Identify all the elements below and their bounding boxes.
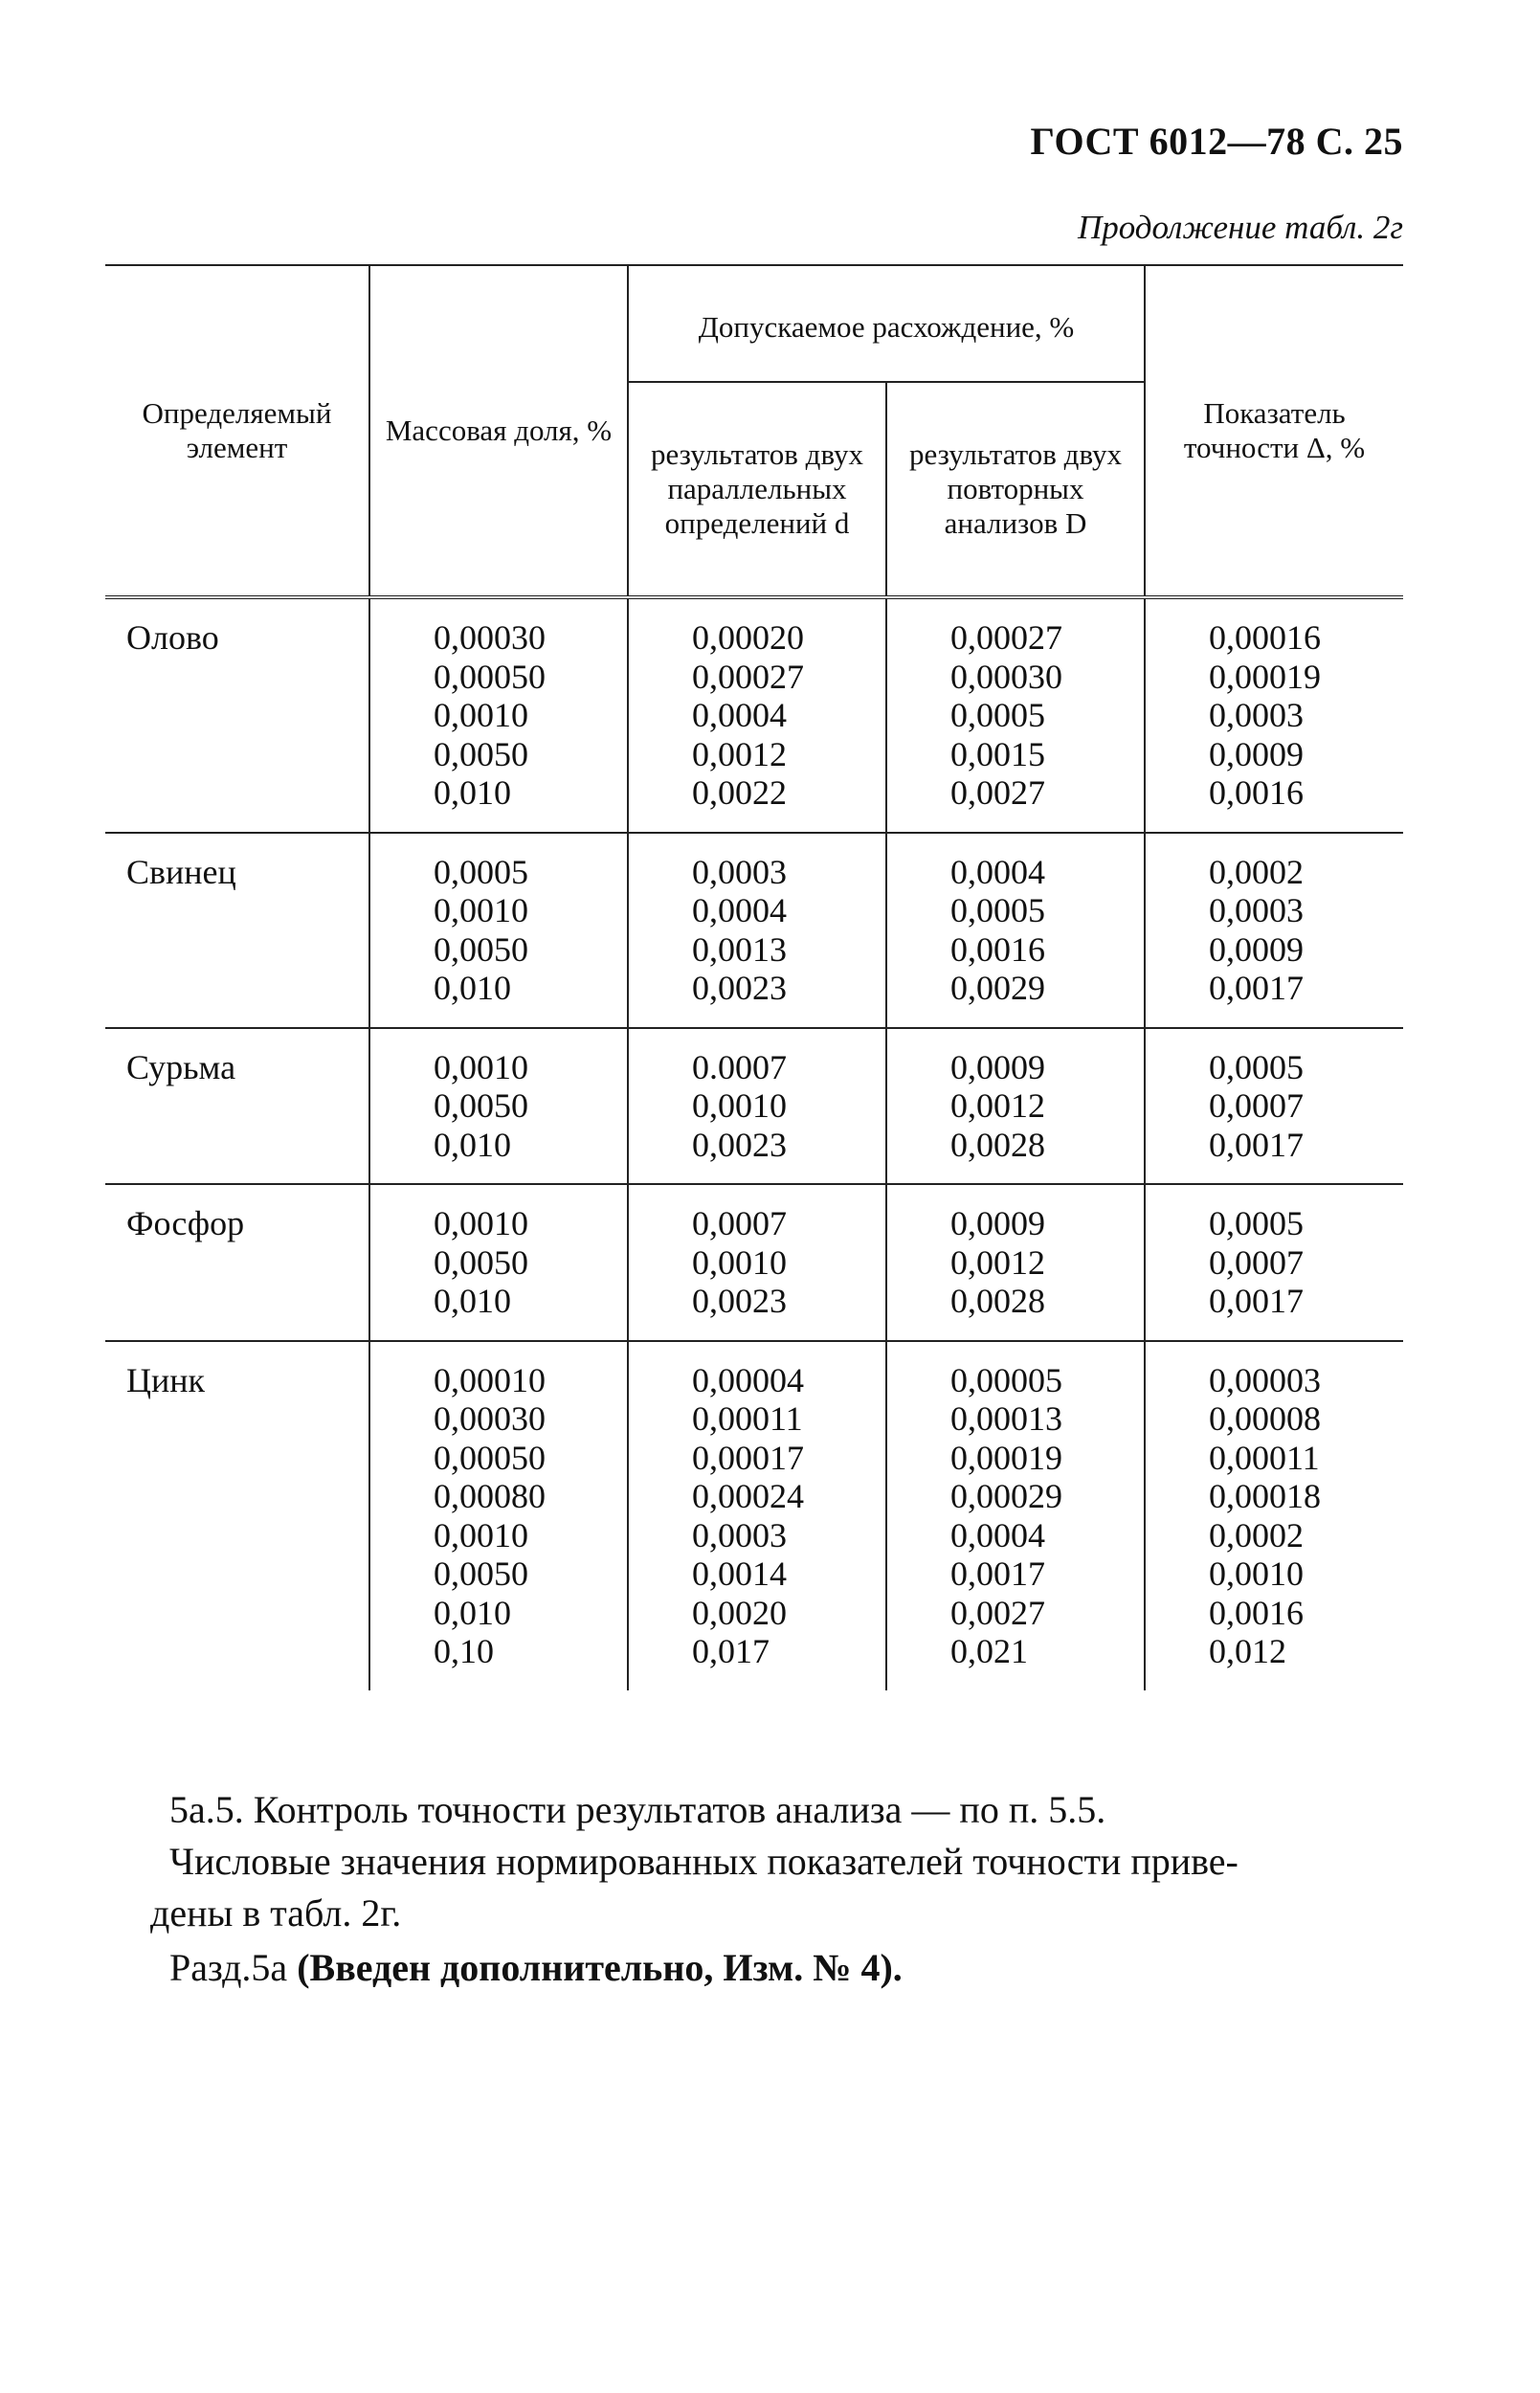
cell-value: 0,00018 [1209,1477,1322,1515]
cell-value: 0,0007 [1209,1086,1305,1125]
cell-value: 0,0010 [434,1204,528,1242]
cell-accuracy [1145,1184,1403,1341]
cell-value: 0,0004 [692,891,787,929]
cell-value: 0,0050 [434,929,528,969]
cell-value: 0,00011 [692,1399,803,1438]
cell-mass-fraction [369,1028,628,1185]
paragraph-numerical-values-line2: дены в табл. 2г. [150,1891,402,1935]
paragraph-section-note [169,1942,1404,1994]
cell-value: 0,00030 [434,1399,546,1438]
cell-value: 0,0005 [950,891,1045,929]
cell-value: 0,0012 [950,1242,1045,1282]
cell-value: 0,0003 [692,852,787,891]
cell-value: 0,00030 [950,657,1062,696]
cell-value: 0,0028 [950,1282,1045,1320]
header-accuracy: Показатель точности Δ, % [1145,265,1403,597]
cell-parallel [628,833,886,1028]
header-allowed-discrepancy: Допускаемое расхождение, % [628,265,1145,382]
cell-repeat [886,833,1145,1028]
cell-value: 0,010 [434,1593,511,1632]
cell-value: 0,010 [434,969,511,1007]
accuracy-table-container [105,264,1403,1690]
cell-value: 0,0010 [692,1242,787,1282]
cell-value: 0,00016 [1209,618,1322,657]
cell-value: 0,00029 [950,1477,1062,1515]
cell-value: 0,0003 [1209,696,1305,734]
cell-value: 0,0012 [950,1086,1045,1125]
cell-accuracy [1145,833,1403,1028]
cell-value: 0,0009 [950,1204,1045,1242]
cell-element: Фосфор [126,1204,245,1242]
cell-value: 0,0017 [1209,1125,1305,1164]
cell-value: 0,00005 [950,1360,1062,1399]
cell-value: 0,010 [434,1125,511,1164]
cell-value: 0,0005 [1209,1047,1305,1086]
cell-value: 0,00027 [692,657,804,696]
cell-value: 0,0028 [950,1125,1045,1164]
section-note-plain: Разд.5а [169,1946,288,1989]
cell-value: 0,0005 [434,852,528,891]
table-row [105,597,1403,833]
cell-value: 0,00017 [692,1438,804,1477]
cell-value: 0,012 [1209,1632,1287,1670]
table-body [105,597,1403,1690]
cell-mass-fraction [369,1184,628,1341]
cell-value: 0,0010 [434,696,528,734]
cell-value: 0,0004 [692,696,787,734]
cell-value: 0,00011 [1209,1438,1320,1477]
cell-value: 0,0014 [692,1554,787,1593]
header-mass-fraction: Массовая доля, % [369,265,628,597]
cell-value: 0,0007 [1209,1242,1305,1282]
cell-value: 0,0023 [692,1282,787,1320]
cell-value: 0,010 [434,773,511,812]
cell-mass-fraction [369,597,628,833]
cell-value: 0,0029 [950,969,1045,1007]
cell-value: 0,0027 [950,773,1045,812]
cell-value: 0,0002 [1209,852,1305,891]
cell-value: 0,00013 [950,1399,1062,1438]
cell-repeat [886,597,1145,833]
cell-value: 0,00019 [1209,657,1322,696]
cell-parallel [628,1184,886,1341]
cell-value: 0,0005 [950,696,1045,734]
cell-value: 0,0027 [950,1593,1045,1632]
cell-value: 0,0016 [1209,773,1305,812]
cell-mass-fraction [369,833,628,1028]
cell-value: 0,0010 [434,1047,528,1086]
table-row [105,833,1403,1028]
cell-repeat [886,1184,1145,1341]
cell-value: 0,0003 [1209,891,1305,929]
cell-value: 0,0010 [1209,1554,1305,1593]
header-element: Определяемый элемент [142,396,332,464]
section-note-bold: (Введен дополнительно, Изм. № 4). [297,1946,903,1989]
cell-value: 0,00027 [950,618,1062,657]
page-header: ГОСТ 6012—78 С. 25 [1030,120,1403,163]
cell-value: 0,0013 [692,929,787,969]
cell-value: 0,00050 [434,1438,546,1477]
cell-value: 0,0050 [434,734,528,773]
cell-value: 0,0022 [692,773,787,812]
cell-value: 0,10 [434,1632,494,1670]
cell-value: 0,0015 [950,734,1045,773]
cell-value: 0,0017 [1209,1282,1305,1320]
cell-value: 0,0020 [692,1593,787,1632]
paragraph-numerical-values [150,1836,1404,1939]
cell-value: 0,00019 [950,1438,1062,1477]
cell-value: 0,0050 [434,1086,528,1125]
cell-value: 0,021 [950,1632,1028,1670]
cell-value: 0,0009 [1209,734,1305,773]
cell-value: 0,0009 [950,1047,1045,1086]
cell-value: 0,0007 [692,1204,787,1242]
cell-value: 0,00020 [692,618,804,657]
cell-value: 0,0004 [950,852,1045,891]
cell-value: 0,0003 [692,1515,787,1554]
cell-value: 0,0004 [950,1515,1045,1554]
cell-value: 0,0016 [1209,1593,1305,1632]
cell-element: Свинец [126,852,236,891]
cell-value: 0,0010 [434,891,528,929]
cell-value: 0,0016 [950,929,1045,969]
cell-repeat [886,1341,1145,1690]
cell-value: 0,0017 [1209,969,1305,1007]
cell-mass-fraction [369,1341,628,1690]
cell-value: 0,00004 [692,1360,804,1399]
cell-value: 0,017 [692,1632,770,1670]
cell-value: 0,0009 [1209,929,1305,969]
cell-value: 0,00010 [434,1360,546,1399]
table-caption: Продолжение табл. 2г [1077,209,1403,246]
cell-parallel [628,597,886,833]
cell-value: 0,0005 [1209,1204,1305,1242]
cell-value: 0.0007 [692,1047,787,1086]
cell-value: 0,0023 [692,1125,787,1164]
cell-element: Сурьма [126,1047,236,1086]
header-repeat: результатов двух повторных анализов D [886,382,1145,597]
cell-value: 0,0012 [692,734,787,773]
accuracy-table [105,264,1403,1690]
cell-value: 0,00050 [434,657,546,696]
paragraph-numerical-values-line1: Числовые значения нормированных показателей точности приве- [169,1840,1239,1883]
cell-element: Цинк [126,1360,206,1399]
cell-value: 0,0010 [692,1086,787,1125]
cell-repeat [886,1028,1145,1185]
cell-value: 0,00003 [1209,1360,1322,1399]
table-row [105,1341,1403,1690]
header-parallel: результатов двух параллельных определений d [628,382,886,597]
cell-accuracy [1145,597,1403,833]
cell-value: 0,0050 [434,1554,528,1593]
cell-accuracy [1145,1341,1403,1690]
cell-value: 0,0050 [434,1242,528,1282]
table-row [105,1184,1403,1341]
cell-value: 0,0017 [950,1554,1045,1593]
cell-accuracy [1145,1028,1403,1185]
table-row [105,1028,1403,1185]
cell-value: 0,00080 [434,1477,546,1515]
cell-value: 0,00008 [1209,1399,1322,1438]
cell-parallel [628,1341,886,1690]
cell-value: 0,00030 [434,618,546,657]
cell-value: 0,0010 [434,1515,528,1554]
table-header [105,265,1403,597]
cell-element: Олово [126,618,219,657]
cell-value: 0,0023 [692,969,787,1007]
cell-value: 0,010 [434,1282,511,1320]
paragraph-control-accuracy: 5а.5. Контроль точности результатов анализа — по п. 5.5. [169,1788,1106,1831]
cell-value: 0,00024 [692,1477,804,1515]
cell-parallel [628,1028,886,1185]
cell-value: 0,0002 [1209,1515,1305,1554]
